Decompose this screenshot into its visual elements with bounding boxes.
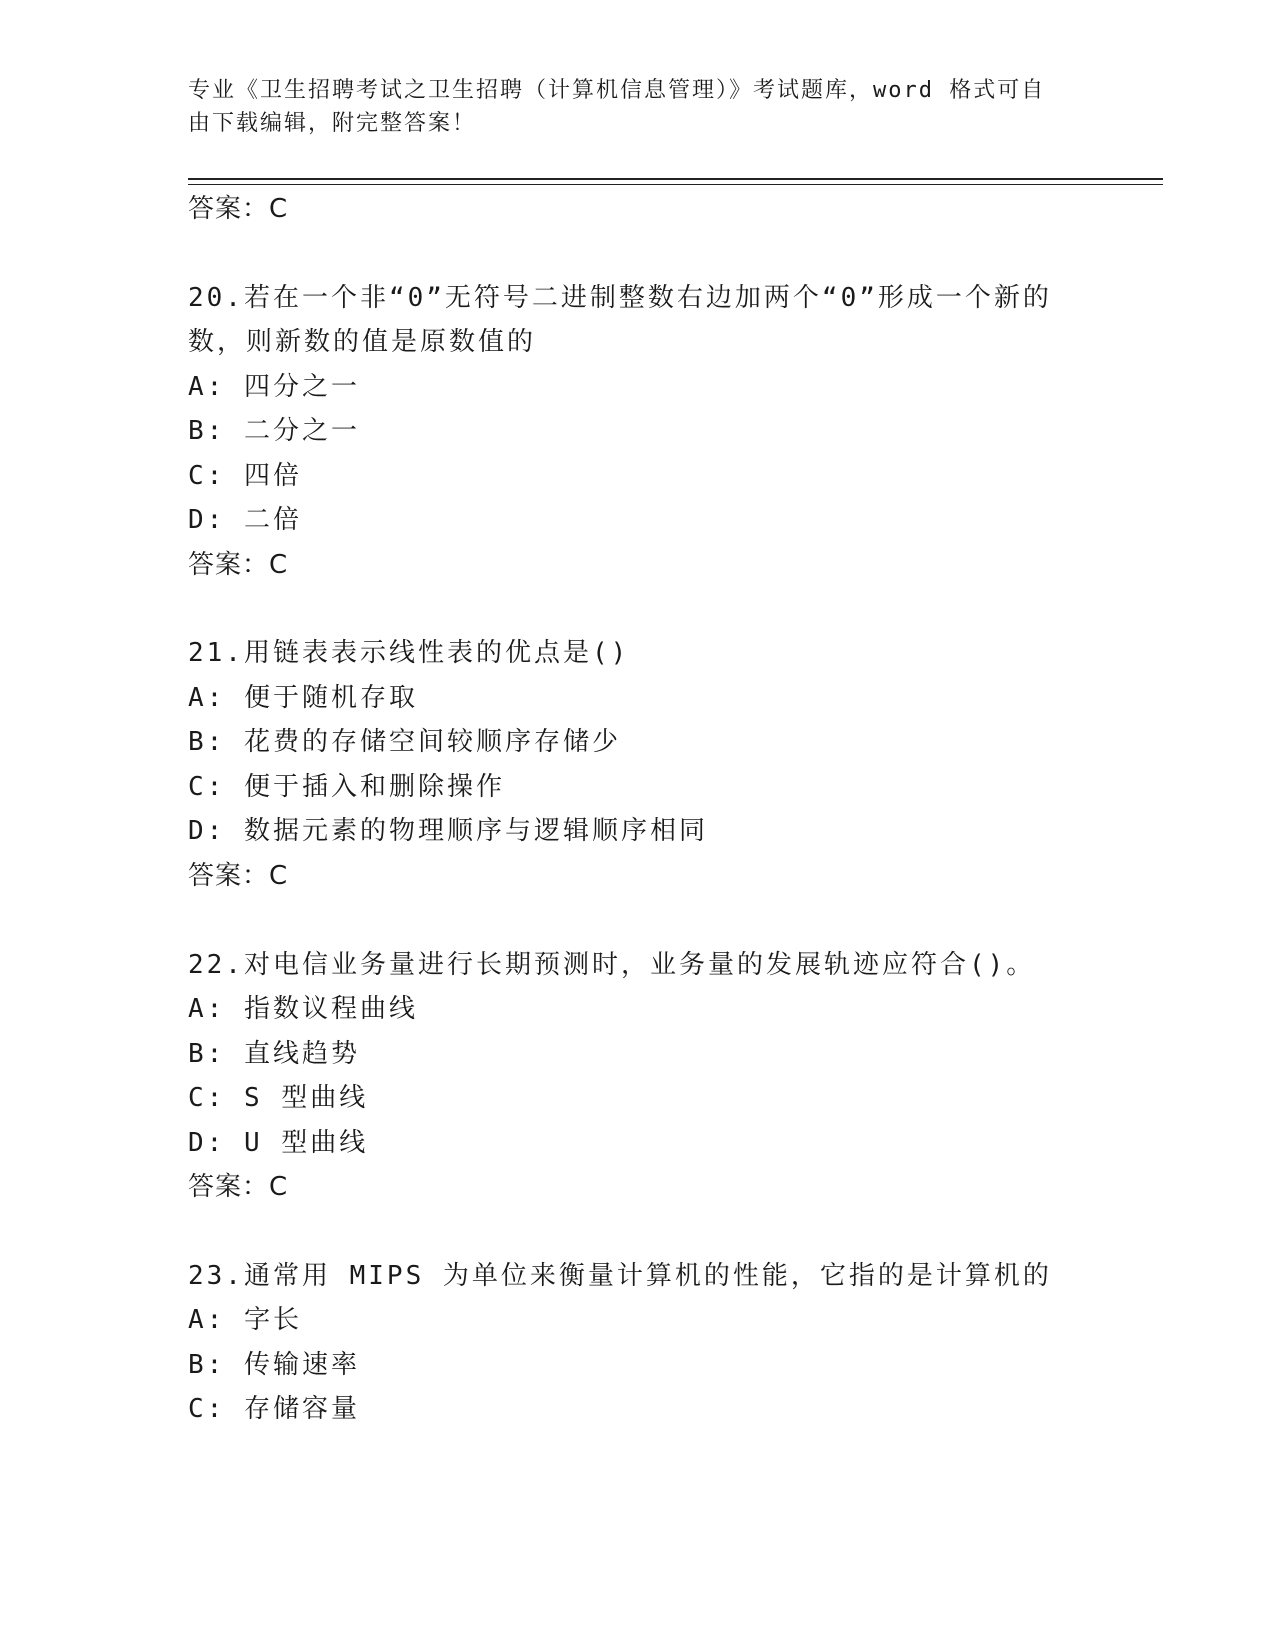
question-21-option-b: B: 花费的存储空间较顺序存储少: [188, 727, 621, 757]
question-23-stem-line-1: 23.通常用 MIPS 为单位来衡量计算机的性能，它指的是计算机的: [188, 1261, 1052, 1291]
question-20-option-b: B: 二分之一: [188, 416, 360, 446]
question-22-stem-line-1: 22.对电信业务量进行长期预测时，业务量的发展轨迹应符合()。: [188, 950, 1036, 980]
question-20-answer: 答案：C: [188, 550, 289, 580]
answer-line: 答案：C: [188, 194, 289, 224]
question-20-stem-line-2: 数，则新数的值是原数值的: [188, 327, 537, 357]
question-22-option-d: D: U 型曲线: [188, 1128, 369, 1158]
question-23-option-b: B: 传输速率: [188, 1350, 360, 1380]
question-23-option-c: C: 存储容量: [188, 1394, 360, 1424]
question-20-option-a: A: 四分之一: [188, 372, 360, 402]
question-23-option-a: A: 字长: [188, 1305, 302, 1335]
header-divider-thin: [188, 184, 1163, 185]
question-21-answer: 答案：C: [188, 861, 289, 891]
header-line-1: 专业《卫生招聘考试之卫生招聘（计算机信息管理）》考试题库，word 格式可自: [188, 78, 1046, 103]
question-22-option-b: B: 直线趋势: [188, 1039, 360, 1069]
question-22-option-c: C: S 型曲线: [188, 1083, 369, 1113]
header-divider-thick: [188, 178, 1163, 180]
question-22-option-a: A: 指数议程曲线: [188, 994, 418, 1024]
question-21-option-d: D: 数据元素的物理顺序与逻辑顺序相同: [188, 816, 708, 846]
question-21-stem-line-1: 21.用链表表示线性表的优点是(): [188, 638, 630, 668]
question-21-option-a: A: 便于随机存取: [188, 683, 418, 713]
document-header: [188, 74, 1088, 140]
question-20-option-d: D: 二倍: [188, 505, 302, 535]
question-20-option-c: C: 四倍: [188, 461, 302, 491]
question-22-answer: 答案：C: [188, 1172, 289, 1202]
question-20-stem-line-1: 20.若在一个非“0”无符号二进制整数右边加两个“0”形成一个新的: [188, 283, 1052, 313]
header-line-2: 由下载编辑，附完整答案！: [188, 111, 477, 136]
question-21-option-c: C: 便于插入和删除操作: [188, 772, 505, 802]
